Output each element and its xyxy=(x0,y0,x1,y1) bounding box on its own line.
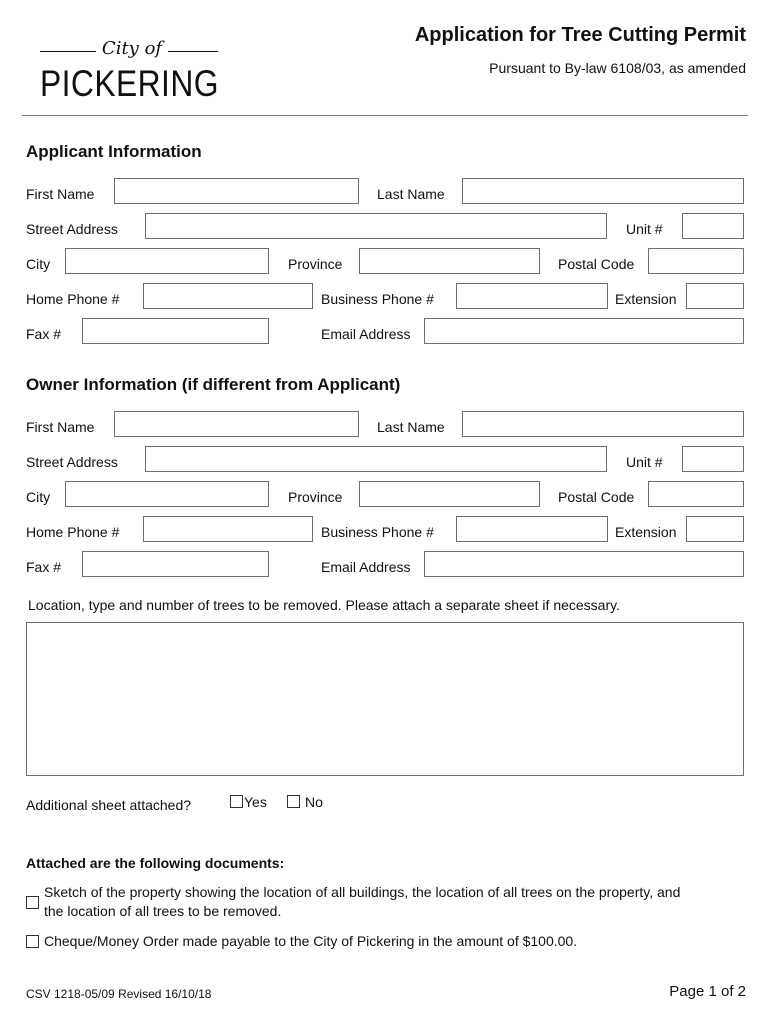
applicant-extension-label: Extension xyxy=(615,291,677,307)
owner-postal-code-label: Postal Code xyxy=(558,489,635,505)
sketch-text-line1: Sketch of the property showing the location of all buildings, the location of all trees on the property, and xyxy=(44,884,681,900)
form-title: Application for Tree Cutting Permit xyxy=(414,24,746,46)
cheque-checkbox[interactable] xyxy=(26,935,39,948)
owner-home-phone-field[interactable] xyxy=(143,516,313,542)
applicant-unit-field[interactable] xyxy=(682,213,744,239)
additional-sheet-question: Additional sheet attached? xyxy=(26,797,192,813)
owner-email-field[interactable] xyxy=(424,551,744,577)
owner-extension-field[interactable] xyxy=(686,516,744,542)
owner-street-label: Street Address xyxy=(26,454,118,470)
applicant-fax-field[interactable] xyxy=(82,318,269,344)
applicant-city-field[interactable] xyxy=(65,248,269,274)
owner-fax-field[interactable] xyxy=(82,551,269,577)
applicant-last-name-field[interactable] xyxy=(462,178,744,204)
applicant-province-label: Province xyxy=(288,256,343,272)
logo-name-text: PICKERING xyxy=(40,63,219,104)
additional-yes-checkbox[interactable] xyxy=(230,795,243,808)
additional-yes-label: Yes xyxy=(244,794,267,810)
applicant-postal-code-field[interactable] xyxy=(648,248,744,274)
applicant-unit-label: Unit # xyxy=(626,221,663,237)
logo-rule-right xyxy=(168,51,218,52)
owner-city-field[interactable] xyxy=(65,481,269,507)
trees-instruction: Location, type and number of trees to be removed. Please attach a separate sheet if necessary. xyxy=(28,597,620,613)
owner-last-name-label: Last Name xyxy=(377,419,445,435)
owner-postal-code-field[interactable] xyxy=(648,481,744,507)
applicant-extension-field[interactable] xyxy=(686,283,744,309)
applicant-email-field[interactable] xyxy=(424,318,744,344)
applicant-first-name-field[interactable] xyxy=(114,178,359,204)
owner-first-name-label: First Name xyxy=(26,419,95,435)
applicant-home-phone-label: Home Phone # xyxy=(26,291,120,307)
page-number: Page 1 of 2 xyxy=(669,983,746,1000)
form-code: CSV 1218-05/09 Revised 16/10/18 xyxy=(26,987,212,1001)
cheque-text: Cheque/Money Order made payable to the City of Pickering in the amount of $100.00. xyxy=(44,933,578,949)
documents-heading: Attached are the following documents: xyxy=(26,855,285,871)
owner-email-label: Email Address xyxy=(321,559,411,575)
owner-unit-field[interactable] xyxy=(682,446,744,472)
applicant-postal-code-label: Postal Code xyxy=(558,256,635,272)
owner-city-label: City xyxy=(26,489,51,505)
applicant-heading: Applicant Information xyxy=(26,142,202,161)
owner-first-name-field[interactable] xyxy=(114,411,359,437)
owner-street-field[interactable] xyxy=(145,446,607,472)
form-subtitle: Pursuant to By-law 6108/03, as amended xyxy=(489,60,746,76)
applicant-first-name-label: First Name xyxy=(26,186,95,202)
applicant-business-phone-label: Business Phone # xyxy=(321,291,434,307)
sketch-checkbox[interactable] xyxy=(26,896,39,909)
applicant-last-name-label: Last Name xyxy=(377,186,445,202)
applicant-fax-label: Fax # xyxy=(26,326,62,342)
owner-home-phone-label: Home Phone # xyxy=(26,524,120,540)
owner-fax-label: Fax # xyxy=(26,559,62,575)
additional-no-label: No xyxy=(305,794,323,810)
owner-extension-label: Extension xyxy=(615,524,677,540)
applicant-street-label: Street Address xyxy=(26,221,118,237)
sketch-text-line2: the location of all trees to be removed. xyxy=(44,903,282,919)
applicant-business-phone-field[interactable] xyxy=(456,283,608,309)
owner-last-name-field[interactable] xyxy=(462,411,744,437)
additional-no-checkbox[interactable] xyxy=(287,795,300,808)
applicant-home-phone-field[interactable] xyxy=(143,283,313,309)
applicant-city-label: City xyxy=(26,256,51,272)
logo-city-text: City of xyxy=(101,38,163,59)
logo-rule-left xyxy=(40,51,96,52)
trees-description-area[interactable] xyxy=(26,622,744,776)
owner-business-phone-label: Business Phone # xyxy=(321,524,434,540)
applicant-street-field[interactable] xyxy=(145,213,607,239)
applicant-province-field[interactable] xyxy=(359,248,540,274)
applicant-email-label: Email Address xyxy=(321,326,411,342)
owner-business-phone-field[interactable] xyxy=(456,516,608,542)
owner-heading: Owner Information (if different from Applicant) xyxy=(26,375,401,394)
header-divider xyxy=(22,115,748,116)
owner-province-label: Province xyxy=(288,489,343,505)
owner-unit-label: Unit # xyxy=(626,454,663,470)
owner-province-field[interactable] xyxy=(359,481,540,507)
